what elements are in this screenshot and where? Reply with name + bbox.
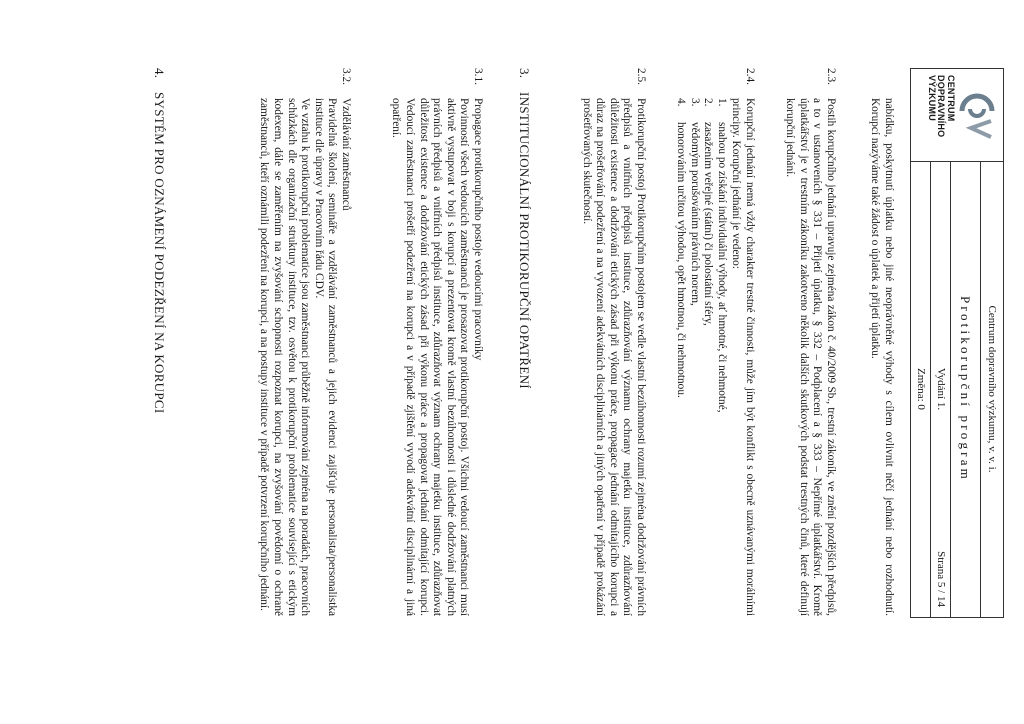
revision-label: Změna: 0 [915, 368, 927, 410]
section-text: Pravidelná školení, semináře a vzdělávání zaměstnanců a jejich evidenci zajišťuje personalista/personalistka instituce dle úpravy v Pracovním řádu CDV. [312, 98, 339, 616]
document-header [910, 68, 1004, 618]
section-content [257, 98, 352, 616]
criteria-list [673, 98, 727, 616]
header-organization-row [980, 161, 1003, 617]
section-text: Protikorupční postoj Protikorupčním postojem se vedle vlastní bezúhonnosti rozumí zejména dodržování právních předpisů a vnitřních předpisů instituce, zdůrazňování významu ochrany majetku instituce, zdůrazňování důležitosti existence a dodržování etických zásad při výkonu práce, propagace jednání odmítajícího korupci a důraz na prošetřování podezření a na vyvození adekvátních disciplinárních a jiných opatření v případě prokázání prošetřovaných skutečností. [580, 98, 647, 616]
section-2-4 [666, 68, 756, 616]
heading-title: SYSTÉM PRO OZNÁMENÍ PODEZŘENÍ NA KORUPCI [152, 92, 167, 414]
section-3-2 [202, 68, 352, 616]
list-item: 2. zasažením veřejné (státní) či polostátní sféry, [702, 98, 715, 326]
list-item: 1. snahou po získání individuální výhody, ať hmotné, či nehmotné, [715, 98, 728, 413]
section-number: 2.4. [744, 68, 756, 85]
heading-number: 3. [517, 68, 532, 79]
heading-number: 4. [152, 68, 167, 79]
section-2-5 [562, 68, 647, 616]
logo-text: CENTRUM DOPRAVNÍHO VÝZKUMU [927, 75, 956, 138]
section-content [389, 98, 484, 616]
header-issue-row [930, 161, 951, 617]
subsection-title: Propagace protikorupčního postoje vedoucími pracovníky [472, 98, 484, 361]
section-3-1 [369, 68, 484, 616]
continuation-text: nabídku, poskytnutí úplatku nebo jiné neoprávněné výhody s cílem ovlivnit něčí jednání nebo rozhodnutí. Korupcí nazýváme také žádost o úplatek a přijetí úplatku. [869, 98, 895, 616]
organization-name: Centrum dopravního výzkumu, v. v. i. [986, 305, 998, 473]
section-number: 3.2. [340, 68, 352, 85]
subsection-title: Vzdělávání zaměstnanců [340, 98, 352, 211]
list-item: 3. vědomým porušováním právních norem, [688, 98, 701, 306]
heading-title: INSTITUCIONÁLNÍ PROTIKORUPČNÍ OPATŘENÍ [517, 92, 532, 389]
section-number: 2.3. [825, 68, 837, 85]
header-title-row [950, 161, 981, 617]
section-2-3 [777, 68, 837, 616]
section-number: 3.1. [472, 68, 484, 85]
section-text: Ve vztahu k protikorupční problematice jsou zaměstnanci průběžně informováni zejména na poradách, pracovních schůzkách dle organizační struktury instituce, tzv. osvětou k protikorupční problematice související s etickým kodexem, dále se zaměřením na zvyšování schopnosti rozpoznat korupci, na zvyšování povědomí o ochraně zaměstnanců, kteří oznámili podezření na korupci, a na postupy instituce v případě potvrzení korupčního jednání. [258, 98, 312, 616]
header-revision-row [911, 161, 931, 617]
section-4-heading [148, 68, 166, 616]
page-number: Strana 5 / 14 [935, 551, 947, 607]
section-text: Povinností všech vedoucích zaměstnanců je prosazovat protikorupční postoj. Všichni vedoucí zaměstnanci musí aktivně vystupovat v boji s korupcí a prezentovat kromě vlastní bezúhonnosti i důsledné dodržování platných právních předpisů a vnitřních předpisů instituce, zdůrazňovat význam ochrany majetku instituce, zdůrazňovat důležitost existence a dodržování etických zásad při výkonu práce a propagovat jednání odmítající korupci. Vedoucí zaměstnanci prošetří podezření na korupci a v případě zjištění vyvodí adekvátní disciplinární a jiná opatření. [390, 98, 471, 616]
list-item: 4. honorováním určitou výhodou, opět hmotnou, či nehmotnou. [675, 98, 688, 398]
issue-label: Vydání 1. [935, 367, 947, 411]
section-3-heading [513, 68, 531, 616]
logo-cell [911, 69, 1003, 162]
section-text: Korupční jednání nemá vždy charakter trestné činnosti, může jím být konflikt s obecně uznávanými morálními principy. Korupční jednání je vedeno: [730, 98, 756, 616]
document-title: Protikorupční program [958, 296, 973, 482]
cdv-logo-icon [957, 91, 997, 139]
section-text: Postih korupčního jednání upravuje zejména zákon č. 40/2009 Sb., trestní zákoník, ve znění pozdějších předpisů, a to v ustanoveních § 331 – Přijetí úplatku, § 332 – Podplacení a § 333 – Nepřímé úplatkářství. Kromě úplatkářství je v trestním zákoníku zakotveno několik dalších skutkových podstat trestných činů, které definují korupční jednání. [784, 98, 837, 616]
section-number: 2.5. [635, 68, 647, 85]
paragraph-continuation [868, 98, 895, 616]
section-content [673, 98, 756, 616]
